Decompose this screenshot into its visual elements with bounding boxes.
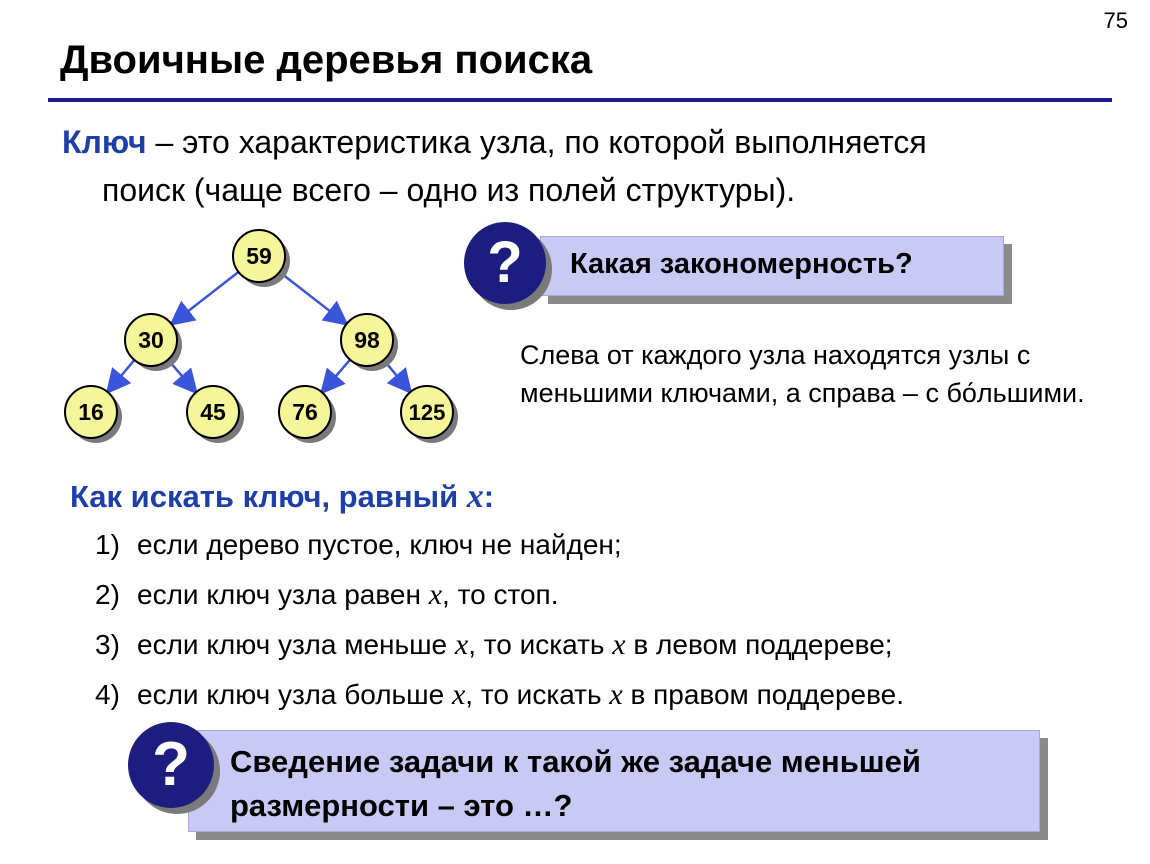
step-text: если ключ узла больше — [137, 679, 452, 710]
binary-tree-diagram — [55, 222, 475, 452]
slide-number: 75 — [1103, 8, 1128, 33]
step-number: 3) — [95, 629, 120, 660]
step-variable: x — [451, 678, 466, 711]
step-text: если дерево пустое, ключ не найден; — [137, 529, 622, 560]
step-number: 4) — [95, 679, 120, 710]
definition-text-1: – это характеристика узла, по которой выполняется — [146, 124, 927, 160]
tree-node — [65, 386, 122, 443]
tree-node-label: 45 — [200, 399, 226, 425]
search-step — [95, 578, 904, 628]
search-heading-suffix: : — [483, 479, 495, 514]
tree-edge — [109, 360, 134, 391]
step-text: , то стоп. — [442, 579, 559, 610]
step-text: в левом поддереве; — [625, 629, 893, 660]
tree-node — [341, 314, 398, 371]
question-icon: ? — [464, 222, 546, 304]
title-divider — [48, 98, 1112, 102]
tree-edge — [323, 360, 350, 391]
search-step — [95, 528, 904, 578]
step-text: в правом поддереве. — [622, 679, 904, 710]
step-text: если ключ узла равен — [137, 579, 429, 610]
tree-node — [279, 386, 336, 443]
definition-term: Ключ — [62, 124, 147, 160]
step-variable: x — [428, 578, 443, 611]
search-step — [95, 678, 904, 728]
step-number: 2) — [95, 579, 120, 610]
step-text: , то искать — [468, 629, 613, 660]
step-text: если ключ узла меньше — [137, 629, 455, 660]
definition-text-2: поиск (чаще всего – одно из полей структуры). — [102, 172, 796, 208]
step-number: 1) — [95, 529, 120, 560]
slide-title: Двоичные деревья поиска — [60, 38, 593, 82]
question-icon-2: ? — [128, 722, 214, 808]
step-variable: x — [609, 678, 623, 711]
tree-node-label: 76 — [292, 399, 318, 425]
tree-node — [401, 386, 458, 443]
step-variable: x — [454, 628, 469, 661]
search-heading-prefix: Как искать ключ, равный — [70, 479, 467, 514]
step-text: , то искать — [465, 679, 610, 710]
question-text-2: Сведение задачи к такой же задаче меньшей размерности – это …? — [230, 744, 921, 823]
tree-edge — [280, 272, 345, 323]
definition — [62, 118, 1122, 214]
step-variable: x — [612, 628, 626, 661]
tree-edge — [173, 272, 238, 323]
tree-node-label: 59 — [246, 243, 272, 269]
search-step — [95, 628, 904, 678]
question-text: Какая закономерность? — [570, 248, 913, 280]
search-heading-var: x — [466, 478, 484, 515]
tree-node-label: 30 — [138, 327, 164, 353]
tree-node-label: 125 — [408, 400, 446, 425]
search-steps — [95, 528, 904, 728]
tree-node-label: 98 — [354, 327, 380, 353]
tree-node-label: 16 — [78, 399, 104, 425]
tree-node — [233, 230, 290, 287]
search-heading — [70, 478, 494, 516]
answer-text: Слева от каждого узла находятся узлы с меньшими ключами, а справа – с бо́льшими. — [520, 340, 1085, 408]
tree-node — [187, 386, 244, 443]
